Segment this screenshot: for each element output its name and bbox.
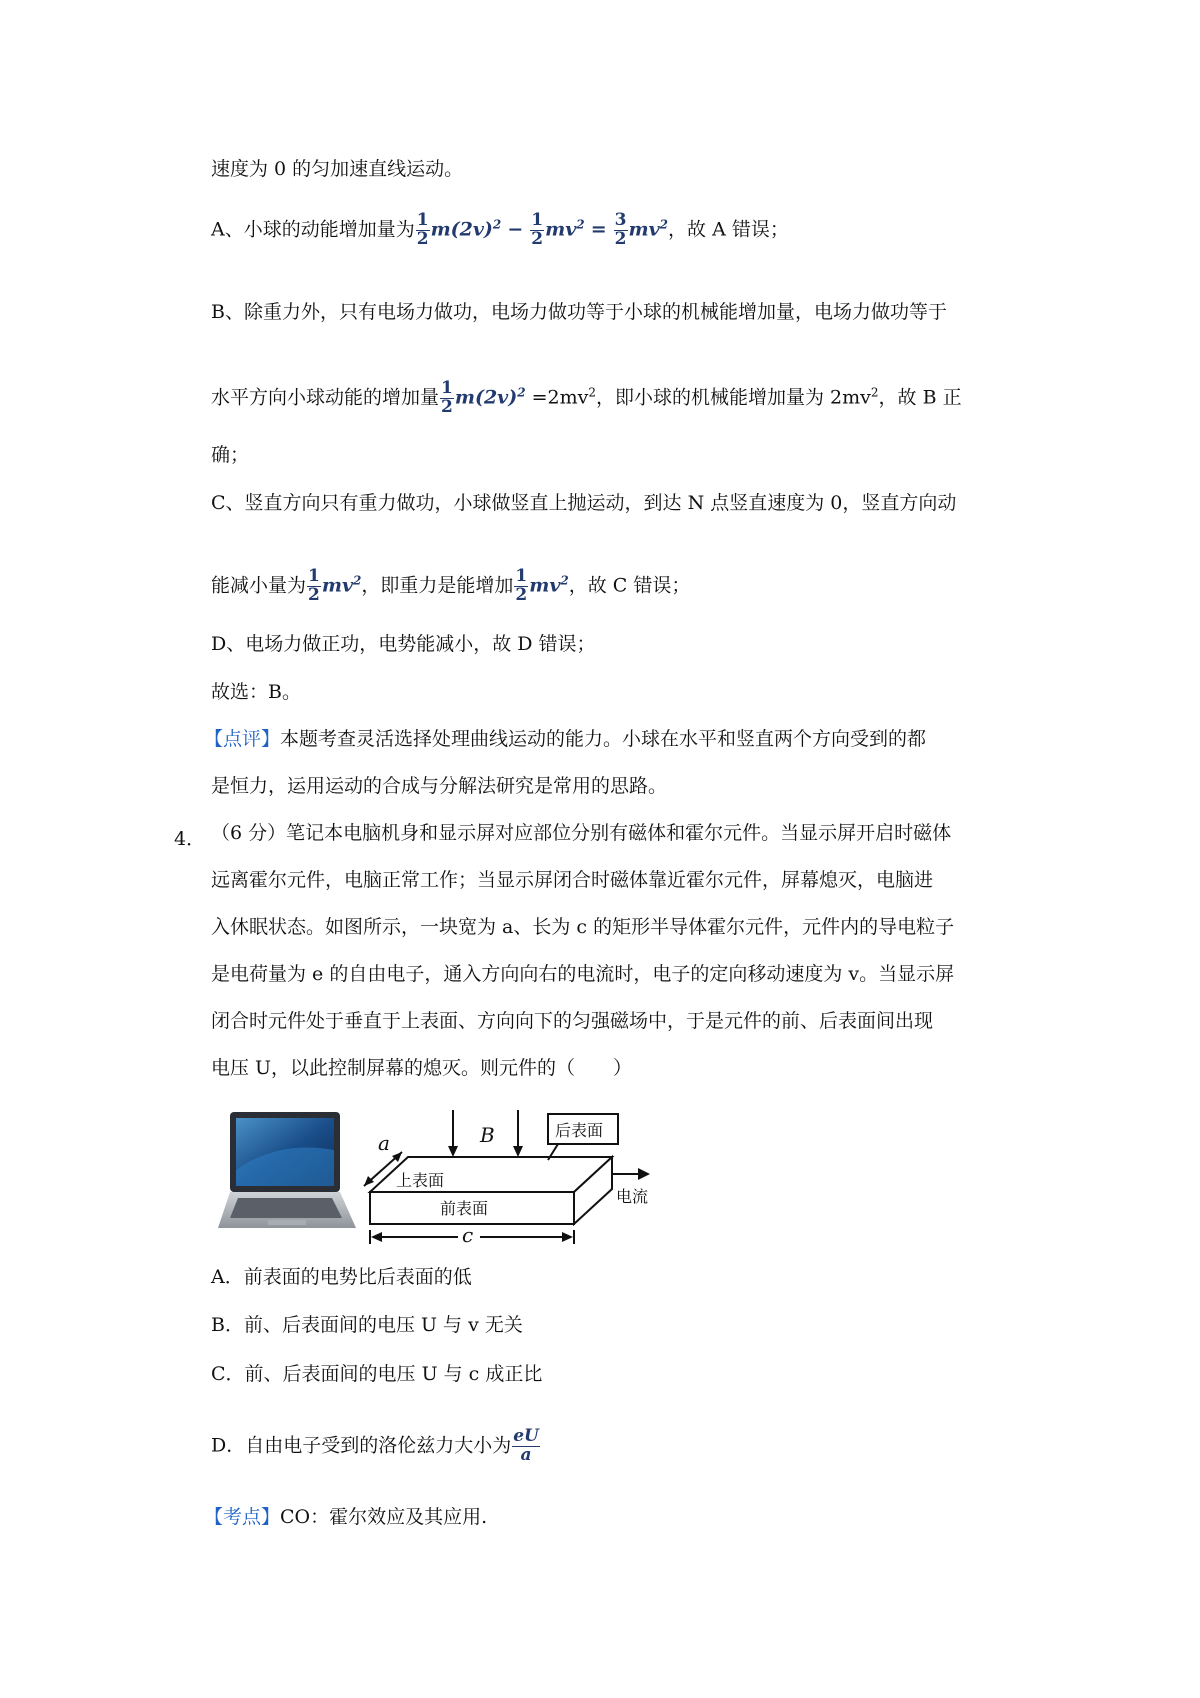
- option-a-line: A、小球的动能增加量为 $\frac{1}{2}$ $m(2v)^2$ − $\frac{1}{2}$ $mv^2$ = $\frac{3}{2}$ $mv^2$，故 A 错误；: [211, 210, 789, 249]
- formula: m(2v): [430, 218, 493, 241]
- label-back-surface: 后表面: [555, 1121, 604, 1140]
- question-text: 闭合时元件处于垂直于上表面、方向向下的匀强磁场中，于是元件的前、后表面间出现: [211, 1010, 934, 1032]
- option-b-line2: 水平方向小球动能的增加量 $\frac{1}{2}$ $m(2v)^2 =2mv^2$，即小球的机械能增加量为 $2mv^2$，故 B 正: [211, 378, 962, 417]
- fraction: $\frac{eU}{a}$: [513, 1426, 539, 1465]
- text-line: D、电场力做正功，电势能减小，故 D 错误；: [211, 633, 596, 655]
- label-front-surface: 前表面: [440, 1199, 489, 1218]
- text-line: 确；: [211, 444, 250, 466]
- text: A、小球的动能增加量为: [211, 218, 415, 241]
- fraction: $\frac{1}{2}$: [515, 566, 528, 605]
- option-a: A．前表面的电势比后表面的低: [211, 1266, 472, 1288]
- text-line: C、竖直方向只有重力做功，小球做竖直上抛运动，到达 N 点竖直速度为 0，竖直方向动: [211, 492, 957, 514]
- question-text: 入休眠状态。如图所示，一块宽为 a、长为 c 的矩形半导体霍尔元件，元件内的导电粒子: [211, 916, 955, 938]
- label-c: c: [462, 1223, 474, 1247]
- option-c: C．前、后表面间的电压 U 与 c 成正比: [211, 1363, 543, 1385]
- fraction: $\frac{1}{2}$: [441, 378, 453, 417]
- kaodian-tag: 【考点】: [204, 1506, 281, 1528]
- option-b: B．前、后表面间的电压 U 与 v 无关: [211, 1314, 523, 1336]
- comment-line: 【点评】本题考查灵活选择处理曲线运动的能力。小球在水平和竖直两个方向受到的都: [204, 728, 927, 750]
- text-line: B、除重力外，只有电场力做功，电场力做功等于小球的机械能增加量，电场力做功等于: [211, 301, 947, 323]
- laptop-image: [218, 1112, 356, 1228]
- question-text: 电压 U，以此控制屏幕的熄灭。则元件的（ ）: [211, 1057, 633, 1079]
- question-number: 4．: [174, 828, 206, 850]
- question-text: 是电荷量为 e 的自由电子，通入方向向右的电流时，电子的定向移动速度为 v。当显示屏: [211, 963, 955, 985]
- kaodian-line: 【考点】CO：霍尔效应及其应用.: [204, 1506, 488, 1528]
- question-text: 远离霍尔元件，电脑正常工作；当显示屏闭合时磁体靠近霍尔元件，屏幕熄灭，电脑进: [211, 869, 934, 891]
- comment-tag: 【点评】: [204, 728, 281, 750]
- label-top-surface: 上表面: [396, 1171, 445, 1190]
- fraction: $\frac{1}{2}$: [531, 210, 544, 249]
- fraction: $\frac{1}{2}$: [308, 566, 320, 605]
- text-line: 是恒力，运用运动的合成与分解法研究是常用的思路。: [211, 775, 668, 797]
- option-c-line2: 能减小量为 $\frac{1}{2}$ $mv^2$，即重力是能增加 $\frac{1}{2}$ $mv^2$，故 C 错误；: [211, 566, 691, 605]
- label-b: B: [480, 1123, 495, 1147]
- fraction: $\frac{3}{2}$: [614, 210, 627, 249]
- fraction: $\frac{1}{2}$: [416, 210, 429, 249]
- question-text: （6 分）笔记本电脑机身和显示屏对应部位分别有磁体和霍尔元件。当显示屏开启时磁体: [211, 822, 952, 844]
- text-line: 速度为 0 的匀加速直线运动。: [211, 158, 464, 180]
- option-d: D．自由电子受到的洛伦兹力大小为 $\frac{eU}{a}$: [211, 1426, 539, 1465]
- question-figure: [218, 1110, 728, 1255]
- label-a: a: [378, 1131, 390, 1155]
- label-current: 电流: [616, 1187, 649, 1206]
- text-line: 故选：B。: [211, 681, 301, 703]
- figure-svg: [218, 1110, 728, 1250]
